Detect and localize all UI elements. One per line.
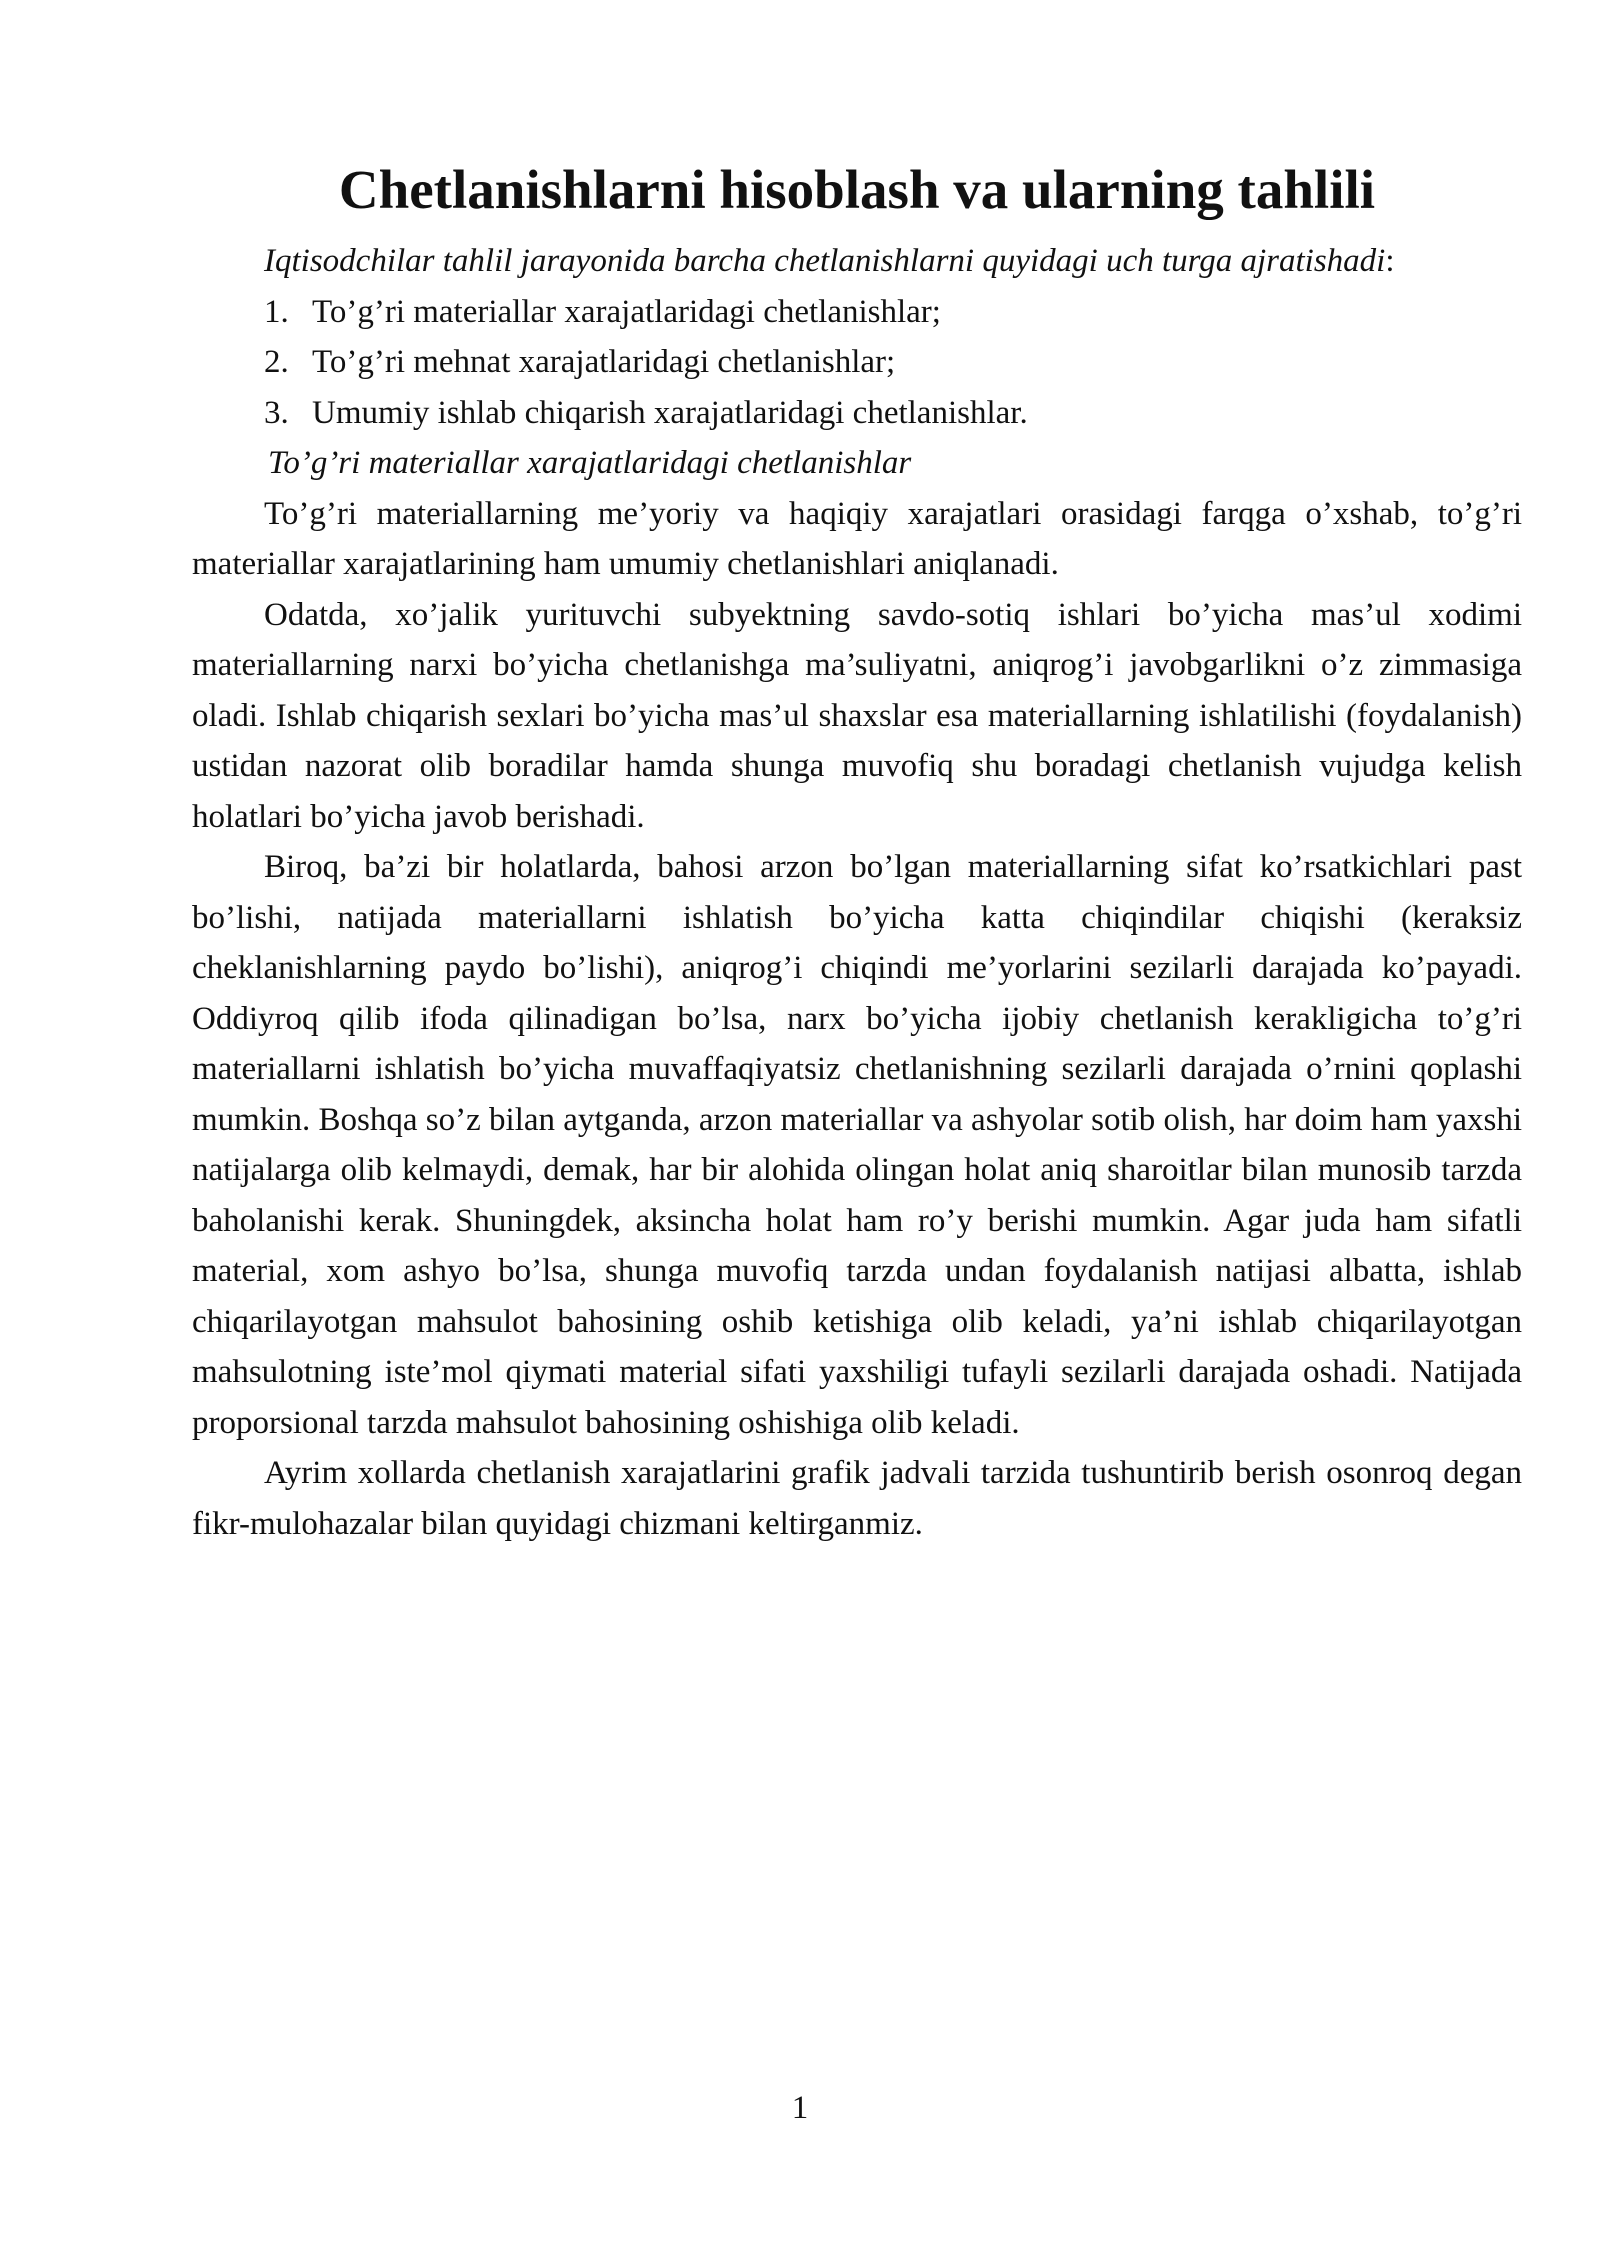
list-item-number: 1. — [264, 293, 289, 330]
list-item-text: To’g’ri mehnat xarajatlaridagi chetlanishlar; — [312, 344, 896, 380]
document-page — [192, 150, 1522, 1549]
intro-paragraph — [192, 236, 1522, 287]
list-item-number: 2. — [264, 344, 289, 380]
body-paragraph: Odatda, xo’jalik yurituvchi subyektning savdo-sotiq ishlari bo’yicha mas’ul xodimi materiallarning narxi bo’yicha chetlanishga ma’suliyatni, aniqrog’i javobgarlikni o’z zimmasiga oladi. Ishlab chiqarish sexlari bo’yicha mas’ul shaxslar esa materiallarning ishlatilishi (foydalanish) ustidan nazorat olib boradilar hamda shunga muvofiq shu boradagi chetlanish vujudga kelish holatlari bo’yicha javob berishadi. — [192, 596, 1522, 835]
list-item — [192, 337, 1522, 388]
body-paragraph: Biroq, ba’zi bir holatlarda, bahosi arzon bo’lgan materiallarning sifat ko’rsatkichlari past bo’lishi, natijada materiallarni ishlatish bo’yicha katta chiqindilar chiqishi (keraksiz cheklanishlarning paydo bo’lishi), aniqrog’i chiqindi me’yorlarini sezilarli darajada ko’payadi. Oddiyroq qilib ifoda qilinadigan bo’lsa, narx bo’yicha ijobiy chetlanish kerakligicha to’g’ri materiallarni ishlatish bo’yicha muvaffaqiyatsiz chetlanishning sezilarli darajada o’rnini qoplashi mumkin. Boshqa so’z bilan aytganda, arzon materiallar va ashyolar sotib olish, har doim ham yaxshi natijalarga olib kelmaydi, demak, har bir alohida olingan holat aniq sharoitlar bilan munosib tarzda baholanishi kerak. Shuningdek, aksincha holat ham ro’y berishi mumkin. Agar juda ham sifatli material, xom ashyo bo’lsa, shunga muvofiq tarzda undan foydalanish natijasi albatta, ishlab chiqarilayotgan mahsulot bahosining oshib ketishiga olib keladi, ya’ni ishlab chiqarilayotgan mahsulotning iste’mol qiymati material sifati yaxshiligi tufayli sezilarli darajada oshadi. Natijada proporsional tarzda mahsulot bahosining oshishiga olib keladi. — [192, 849, 1522, 1441]
list-item-text: Umumiy ishlab chiqarish xarajatlaridagi chetlanishlar. — [312, 394, 1028, 431]
list-item — [192, 388, 1522, 439]
intro-text: Iqtisodchilar tahlil jarayonida barcha chetlanishlarni quyidagi uch turga ajratishadi — [264, 243, 1386, 279]
list-item-number: 3. — [264, 394, 289, 431]
list-item — [192, 287, 1522, 338]
document-title: Chetlanishlarni hisoblash va ularning tahlili — [338, 159, 1376, 220]
body-paragraph: Ayrim xollarda chetlanish xarajatlarini grafik jadvali tarzida tushuntirib berish osonroq degan fikr-mulohazalar bilan quyidagi chizmani keltirganmiz. — [192, 1455, 1522, 1542]
intro-colon: : — [1385, 243, 1395, 279]
deviation-types-list — [192, 287, 1522, 439]
list-item-text: To’g’ri materiallar xarajatlaridagi chetlanishlar; — [312, 293, 941, 330]
page-number: 1 — [791, 2090, 809, 2126]
body-paragraph: To’g’ri materiallarning me’yoriy va haqiqiy xarajatlari orasidagi farqga o’xshab, to’g’ri materiallar xarajatlarining ham umumiy chetlanishlari aniqlanadi. — [192, 495, 1522, 582]
section-subheading: To’g’ri materiallar xarajatlaridagi chetlanishlar — [268, 445, 912, 481]
